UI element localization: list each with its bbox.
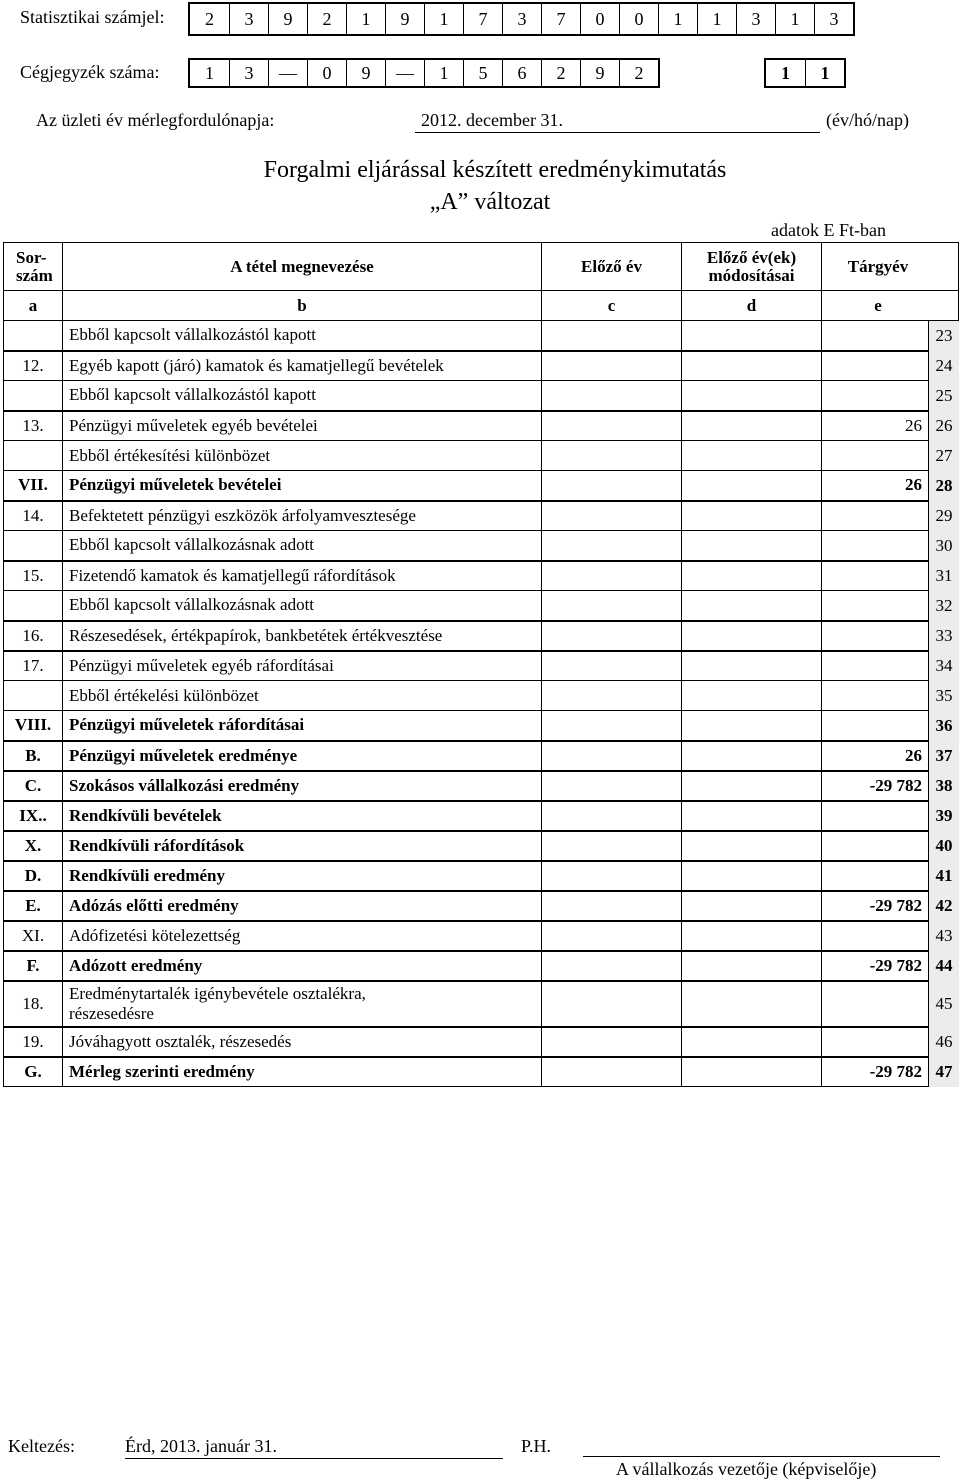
row-name: Pénzügyi műveletek egyéb bevételei: [63, 411, 542, 441]
digit-box: 7: [541, 4, 580, 34]
row-line-number: 30: [929, 531, 959, 561]
table-row: [4, 1057, 959, 1087]
row-curr: [822, 1027, 929, 1057]
row-name: Ebből kapcsolt vállalkozásnak adott: [63, 591, 542, 621]
row-curr: [822, 381, 929, 411]
row-name: Szokásos vállalkozási eredmény: [63, 771, 542, 801]
row-line-number: 38: [929, 771, 959, 801]
row-curr: 26: [822, 741, 929, 771]
signature-line: [583, 1456, 940, 1457]
digit-box: 9: [346, 60, 385, 86]
row-curr: [822, 801, 929, 831]
row-line-number: 29: [929, 501, 959, 531]
row-prev: [542, 321, 682, 351]
table-row: [4, 831, 959, 861]
row-prev: [542, 681, 682, 711]
letters-row: [4, 291, 959, 321]
table-row: [4, 351, 959, 381]
row-sorszam: D.: [4, 861, 63, 891]
row-mod: [682, 471, 822, 501]
row-sorszam: VII.: [4, 471, 63, 501]
date-format: (év/hó/nap): [826, 110, 909, 130]
keltezes-value: Érd, 2013. január 31.: [125, 1436, 277, 1456]
table-row: [4, 741, 959, 771]
row-mod: [682, 801, 822, 831]
row-mod: [682, 1027, 822, 1057]
row-line-number: 44: [929, 951, 959, 981]
row-prev: [542, 921, 682, 951]
row-sorszam: [4, 441, 63, 471]
digit-box: 2: [307, 4, 346, 34]
row-line-number: 26: [929, 411, 959, 441]
row-prev: [542, 501, 682, 531]
digit-box: 9: [580, 60, 619, 86]
row-curr: [822, 711, 929, 741]
row-name: Adózott eredmény: [63, 951, 542, 981]
row-mod: [682, 591, 822, 621]
row-prev: [542, 951, 682, 981]
row-mod: [682, 891, 822, 921]
row-mod: [682, 621, 822, 651]
row-line-number: 41: [929, 861, 959, 891]
row-mod: [682, 831, 822, 861]
row-sorszam: 14.: [4, 501, 63, 531]
row-curr: [822, 501, 929, 531]
digit-box: 7: [463, 4, 502, 34]
reg-label: Cégjegyzék száma:: [20, 62, 160, 82]
reg-digit-boxes: [188, 58, 660, 88]
row-prev: [542, 741, 682, 771]
row-name: Eredménytartalék igénybevétele osztalékra, részesedésre: [63, 981, 542, 1027]
unit-label: adatok E Ft-ban: [771, 220, 886, 240]
row-name: Részesedések, értékpapírok, bankbetétek értékvesztése: [63, 621, 542, 651]
letter-d: d: [682, 291, 822, 321]
row-sorszam: 19.: [4, 1027, 63, 1057]
row-prev: [542, 561, 682, 591]
table-row: [4, 651, 959, 681]
row-prev: [542, 471, 682, 501]
row-name: Ebből értékelési különbözet: [63, 681, 542, 711]
row-prev: [542, 831, 682, 861]
row-line-number: 37: [929, 741, 959, 771]
digit-box: 1: [775, 4, 814, 34]
row-mod: [682, 351, 822, 381]
row-mod: [682, 711, 822, 741]
digit-box: 0: [580, 4, 619, 34]
header-sorszam: Sor- szám: [4, 243, 63, 291]
row-mod: [682, 411, 822, 441]
table-row: [4, 681, 959, 711]
row-mod: [682, 771, 822, 801]
stat-label: Statisztikai számjel:: [20, 7, 165, 27]
digit-box: 1: [424, 4, 463, 34]
row-mod: [682, 651, 822, 681]
row-curr: -29 782: [822, 771, 929, 801]
row-name: Fizetendő kamatok és kamatjellegű ráfordítások: [63, 561, 542, 591]
row-line-number: 43: [929, 921, 959, 951]
digit-box: 2: [541, 60, 580, 86]
table-row: [4, 591, 959, 621]
row-name: Ebből kapcsolt vállalkozástól kapott: [63, 381, 542, 411]
row-curr: [822, 561, 929, 591]
table-row: [4, 771, 959, 801]
row-sorszam: [4, 681, 63, 711]
row-name: Rendkívüli eredmény: [63, 861, 542, 891]
row-curr: [822, 681, 929, 711]
row-prev: [542, 651, 682, 681]
row-name: Rendkívüli ráfordítások: [63, 831, 542, 861]
stat-digit-boxes: [188, 2, 855, 36]
row-line-number: 45: [929, 981, 959, 1027]
row-mod: [682, 741, 822, 771]
row-curr: [822, 981, 929, 1027]
row-prev: [542, 1057, 682, 1087]
digit-box: 1: [658, 4, 697, 34]
header-row: [4, 243, 959, 291]
table-row: [4, 411, 959, 441]
row-sorszam: [4, 531, 63, 561]
table-row: [4, 951, 959, 981]
row-name: Ebből kapcsolt vállalkozásnak adott: [63, 531, 542, 561]
row-curr: [822, 621, 929, 651]
row-line-number: 32: [929, 591, 959, 621]
digit-box: 6: [502, 60, 541, 86]
digit-box: —: [385, 60, 424, 86]
table-row: [4, 891, 959, 921]
date-field: [415, 110, 820, 133]
row-line-number: 25: [929, 381, 959, 411]
digit-box: 3: [736, 4, 775, 34]
reg-suffix-boxes: [764, 58, 846, 88]
row-sorszam: [4, 591, 63, 621]
row-sorszam: XI.: [4, 921, 63, 951]
row-curr: [822, 351, 929, 381]
row-prev: [542, 771, 682, 801]
row-prev: [542, 981, 682, 1027]
letter-a: a: [4, 291, 63, 321]
table-row: [4, 321, 959, 351]
row-curr: -29 782: [822, 1057, 929, 1087]
row-mod: [682, 951, 822, 981]
digit-box: 3: [814, 4, 853, 34]
date-value: 2012. december 31.: [421, 110, 563, 130]
row-curr: [822, 921, 929, 951]
digit-box: 2: [205, 8, 214, 29]
table-row: [4, 441, 959, 471]
ph-label: P.H.: [521, 1436, 552, 1456]
row-curr: 26: [822, 471, 929, 501]
digit-box: 1: [346, 4, 385, 34]
row-mod: [682, 501, 822, 531]
row-sorszam: [4, 381, 63, 411]
letter-c: c: [542, 291, 682, 321]
digit-box: 9: [385, 4, 424, 34]
row-line-number: 27: [929, 441, 959, 471]
row-prev: [542, 711, 682, 741]
date-label: Az üzleti év mérlegfordulónapja:: [36, 110, 275, 130]
row-prev: [542, 411, 682, 441]
row-curr: [822, 591, 929, 621]
row-line-number: 24: [929, 351, 959, 381]
table-row: [4, 621, 959, 651]
table-row: [4, 561, 959, 591]
row-name: Pénzügyi műveletek bevételei: [63, 471, 542, 501]
table-row: [4, 711, 959, 741]
row-prev: [542, 891, 682, 921]
table-row: [4, 801, 959, 831]
row-line-number: 40: [929, 831, 959, 861]
report-subtitle: „A” változat: [429, 189, 551, 215]
row-curr: -29 782: [822, 891, 929, 921]
row-mod: [682, 1057, 822, 1087]
digit-box: 1: [805, 60, 844, 86]
keltezes-label: Keltezés:: [8, 1436, 75, 1456]
row-name: Pénzügyi műveletek egyéb ráfordításai: [63, 651, 542, 681]
letter-e: e: [822, 291, 959, 321]
table-row: [4, 981, 959, 1027]
row-sorszam: E.: [4, 891, 63, 921]
table-row: [4, 381, 959, 411]
row-sorszam: [4, 321, 63, 351]
table-row: [4, 921, 959, 951]
digit-box: 0: [307, 60, 346, 86]
row-prev: [542, 591, 682, 621]
row-line-number: 39: [929, 801, 959, 831]
digit-box: 0: [619, 4, 658, 34]
digit-box: 1: [697, 4, 736, 34]
row-sorszam: 18.: [4, 981, 63, 1027]
row-sorszam: G.: [4, 1057, 63, 1087]
digit-box: 1: [424, 60, 463, 86]
row-sorszam: 17.: [4, 651, 63, 681]
row-name: Adózás előtti eredmény: [63, 891, 542, 921]
row-line-number: 35: [929, 681, 959, 711]
row-sorszam: 15.: [4, 561, 63, 591]
table-row: [4, 1027, 959, 1057]
row-mod: [682, 381, 822, 411]
signature-label: A vállalkozás vezetője (képviselője): [616, 1459, 877, 1479]
row-mod: [682, 861, 822, 891]
row-mod: [682, 321, 822, 351]
row-line-number: 23: [929, 321, 959, 351]
digit-box: 3: [229, 60, 268, 86]
row-name: Pénzügyi műveletek eredménye: [63, 741, 542, 771]
table-row: [4, 861, 959, 891]
row-prev: [542, 801, 682, 831]
row-curr: [822, 831, 929, 861]
row-mod: [682, 531, 822, 561]
row-line-number: 36: [929, 711, 959, 741]
row-sorszam: X.: [4, 831, 63, 861]
row-curr: [822, 441, 929, 471]
row-sorszam: C.: [4, 771, 63, 801]
row-name: Befektetett pénzügyi eszközök árfolyamvesztesége: [63, 501, 542, 531]
row-sorszam: B.: [4, 741, 63, 771]
row-mod: [682, 561, 822, 591]
row-prev: [542, 1027, 682, 1057]
digit-box: 3: [229, 4, 268, 34]
keltezes-field: [125, 1436, 503, 1459]
row-sorszam: F.: [4, 951, 63, 981]
row-line-number: 31: [929, 561, 959, 591]
row-curr: [822, 651, 929, 681]
row-prev: [542, 861, 682, 891]
row-name: Jóváhagyott osztalék, részesedés: [63, 1027, 542, 1057]
row-line-number: 47: [929, 1057, 959, 1087]
row-name: Egyéb kapott (járó) kamatok és kamatjellegű bevételek: [63, 351, 542, 381]
header-prev: Előző év: [542, 243, 682, 291]
row-name: Adófizetési kötelezettség: [63, 921, 542, 951]
row-sorszam: VIII.: [4, 711, 63, 741]
row-curr: [822, 321, 929, 351]
income-statement-table: [3, 242, 959, 1087]
digit-box: 3: [502, 4, 541, 34]
row-curr: [822, 531, 929, 561]
row-prev: [542, 621, 682, 651]
table-row: [4, 531, 959, 561]
digit-box: 1: [205, 62, 214, 83]
row-prev: [542, 381, 682, 411]
digit-box: 9: [268, 4, 307, 34]
row-prev: [542, 351, 682, 381]
row-name: Rendkívüli bevételek: [63, 801, 542, 831]
row-mod: [682, 441, 822, 471]
row-sorszam: 16.: [4, 621, 63, 651]
row-sorszam: 12.: [4, 351, 63, 381]
row-prev: [542, 531, 682, 561]
digit-box: —: [268, 60, 307, 86]
digit-box: 5: [463, 60, 502, 86]
report-title: Forgalmi eljárással készített eredménykimutatás: [263, 157, 727, 183]
row-curr: [822, 861, 929, 891]
row-name: Ebből kapcsolt vállalkozástól kapott: [63, 321, 542, 351]
digit-box: 2: [619, 60, 658, 86]
row-mod: [682, 681, 822, 711]
row-curr: 26: [822, 411, 929, 441]
row-mod: [682, 921, 822, 951]
header-curr: Tárgyév: [822, 243, 959, 291]
header-name: A tétel megnevezése: [63, 243, 542, 291]
table-row: [4, 471, 959, 501]
digit-box: 1: [781, 62, 790, 83]
row-line-number: 42: [929, 891, 959, 921]
row-prev: [542, 441, 682, 471]
row-sorszam: IX..: [4, 801, 63, 831]
row-sorszam: 13.: [4, 411, 63, 441]
row-line-number: 33: [929, 621, 959, 651]
row-curr: -29 782: [822, 951, 929, 981]
row-line-number: 34: [929, 651, 959, 681]
header-mod: Előző év(ek) módosításai: [682, 243, 822, 291]
row-line-number: 46: [929, 1027, 959, 1057]
row-line-number: 28: [929, 471, 959, 501]
row-mod: [682, 981, 822, 1027]
row-name: Pénzügyi műveletek ráfordításai: [63, 711, 542, 741]
row-name: Ebből értékesítési különbözet: [63, 441, 542, 471]
row-name: Mérleg szerinti eredmény: [63, 1057, 542, 1087]
letter-b: b: [63, 291, 542, 321]
table-row: [4, 501, 959, 531]
